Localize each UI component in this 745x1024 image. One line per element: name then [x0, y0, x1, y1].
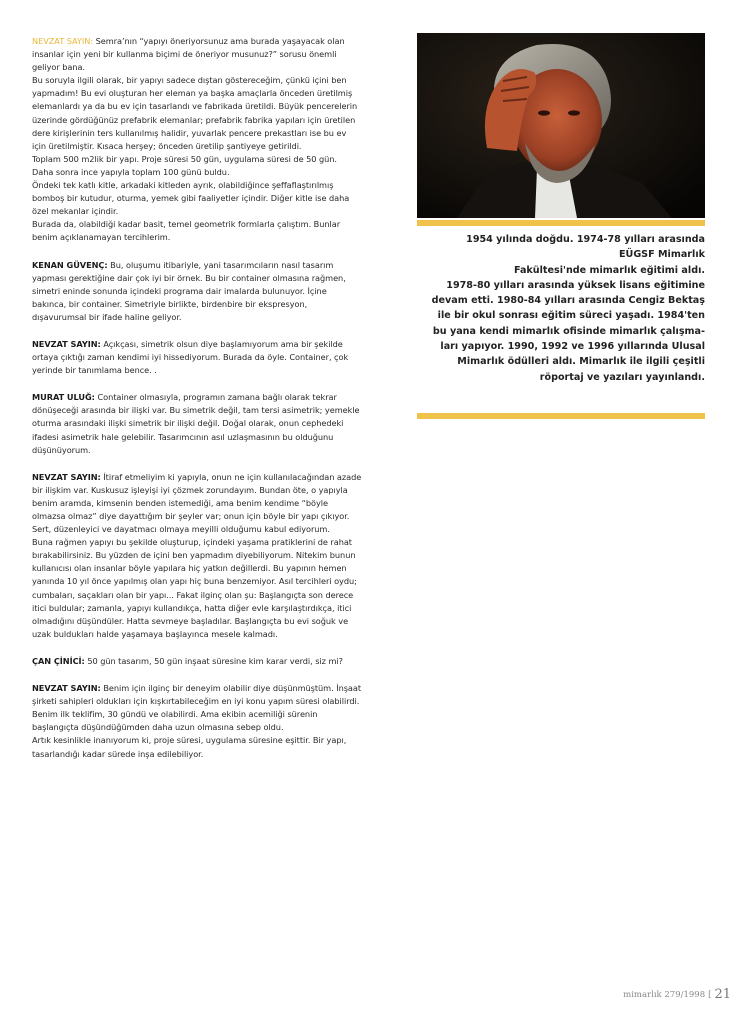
accent-bar-bottom — [417, 413, 705, 419]
bio-line: bu yana kendi mimarlık ofisinde mimarlık çalışma- — [432, 325, 705, 337]
bio-line: EÜGSF Mimarlık — [618, 249, 705, 261]
bio-line: ları yapıyor. 1990, 1992 ve 1996 yıllarında Ulusal — [440, 341, 705, 353]
bio-line: röportaj ve yazıları yayınlandı. — [539, 371, 705, 383]
speaker-name: NEVZAT SAYIN: — [32, 338, 101, 349]
interview-paragraph — [32, 471, 362, 536]
interview-paragraph — [32, 179, 362, 218]
bio-line: 1954 yılında doğdu. 1974-78 yılları arasında — [466, 234, 705, 245]
interview-paragraph — [32, 218, 362, 244]
speaker-name: MURAT ULUĞ: — [32, 392, 95, 403]
speaker-name: NEVZAT SAYIN: — [32, 683, 101, 694]
paragraph-text: Daha sonra ince yapıyla toplam 100 günü buldu. — [32, 166, 230, 177]
bio-line: 1978-80 yılları arasında yüksek lisans eğitimine — [446, 279, 705, 291]
paragraph-gap — [32, 324, 362, 338]
speaker-name: KENAN GÜVENÇ: — [32, 259, 108, 270]
speaker-name: NEVZAT SAYIN: — [32, 471, 101, 482]
page-footer — [623, 987, 731, 1002]
page-number-divider: [ — [708, 989, 712, 1000]
page-number: 21 — [714, 987, 731, 1002]
biography-caption — [417, 232, 705, 385]
paragraph-text: Artık kesinlikle inanıyorum ki, proje süresi, uygulama süresine eşittir. Bir yapı, tasarlandığı kadar sürede inşa edilebiliyor. — [32, 735, 347, 759]
paragraph-text: İtiraf etmeliyim ki yapıyla, onun ne için kullanılacağından azade bir ilişkim var. Kuskusuz işleyişi iyi çözmek zorundayım. Bundan öte, o yapıyla benim aramda, kimsenin benden istemediği, ama benim kendime “böyle olmazsa olmaz” diye dayattığım bir şeyler var; onun için böyle bir yapı çıkıyor. Sert, düzenleyici ve dayatmacı olmaya meyilli olduğumu kabul ediyorum. — [32, 471, 362, 535]
interview-paragraph — [32, 166, 362, 179]
paragraph-text: Semra’nın “yapıyı öneriyorsunuz ama burada yaşayacak olan insanlar için yeni bir kullanma biçimi de öneriyor musunuz?” sorusu önemli geliyor bana. — [32, 36, 345, 73]
bio-line: devam etti. 1980-84 yılları arasında Cengiz Bektaş — [431, 295, 705, 307]
accent-bar-top — [417, 220, 705, 226]
paragraph-text: Container olmasıyla, programın zamana bağlı olarak tekrar dönüşeceği arasında bir ilişki var. Bu simetrik değil, tam tersi asimetrik; yemekle oturma arasındaki ilişki simetrik bir ilişki değil. Doğal olarak, onun cephedeki ifadesi asimetrik hale gelebilir. Tasarımcının asıl uzlaşmasının bu olduğunu düşünüyorum. — [32, 392, 360, 455]
paragraph-text: Buna rağmen yapıyı bu şekilde oluşturup, içindeki yaşama pratiklerini de rahat bırakabilirsiniz. Bu yüzden de içini ben yapmadım diyebiliyorum. Nitekim bunun kullanıcısı olan insanlar böyle yapılara hiç yatkın değillerdi. Bu yapının hemen yanında 10 yıl önce yapılmış olan yapı hiç buna benzemiyor. Asıl tercihleri oydu; cumbaları, saçakları olan bir yapı... Fakat ilginç olan şu: Başlangıçta son derece itici buldular; zamanla, yapıyı kullandıkça, hatta diğer evle karşılaştırdıkça, itici olmadığını düşündüler. Hatta sevmeye başladılar. Başlangıçta bu evi soğuk ve uzak buldukları halde yaşamaya başlayınca mesele kalmadı. — [32, 537, 357, 639]
interview-paragraph — [32, 734, 362, 760]
interview-paragraph — [32, 536, 362, 641]
bio-line: Fakültesi'nde mimarlık eğitimi aldı. — [513, 264, 705, 276]
paragraph-text: Burada da, olabildiği kadar basit, temel geometrik formlarla çalıştım. Bunlar benim açıklanamayan tercihlerim. — [32, 219, 341, 243]
paragraph-gap — [32, 245, 362, 259]
bio-line: Mimarlık ödülleri aldı. Mimarlık ile ilgili çeşitli — [457, 356, 705, 368]
interview-text-column — [32, 35, 362, 761]
interview-paragraph — [32, 35, 362, 74]
interview-paragraph — [32, 153, 362, 166]
paragraph-text: 50 gün tasarım, 50 gün inşaat süresine kim karar verdi, siz mi? — [84, 655, 343, 666]
bio-line: ile bir okul sonrası eğitim süreci yaşadı. 1984'ten — [437, 310, 705, 322]
interview-paragraph — [32, 74, 362, 153]
paragraph-text: Toplam 500 m2lik bir yapı. Proje süresi 50 gün, uygulama süresi de 50 gün. — [32, 153, 337, 164]
journal-issue: mimarlık 279/1998 — [623, 989, 706, 1000]
speaker-name: ÇAN ÇİNİCİ: — [32, 655, 85, 666]
paragraph-gap — [32, 457, 362, 471]
paragraph-text: Benim için ilginç bir deneyim olabilir diye düşünmüştüm. İnşaat şirketi sahipleri oldukları için kışkırtabileceğim en iyi konu yapım süresi olabilirdi. Benim ilk teklifim, 30 gündü ve olabilirdi. Ama ekibin acemiliği sürenin başlangıçta düşündüğümden daha uzun olmasına sebep oldu. — [32, 683, 362, 733]
portrait-image — [417, 33, 705, 218]
paragraph-gap — [32, 377, 362, 391]
interview-paragraph — [32, 338, 362, 377]
paragraph-text: Açıkçası, simetrik olsun diye başlamıyorum ama bir şekilde ortaya çıktığı zaman kendimi iyi hissediyorum. Burada da öyle. Container, çok yerinde bir tanımlama bence. . — [32, 338, 349, 376]
paragraph-text: Bu, oluşumu itibariyle, yani tasarımcıların nasıl tasarım yapması gerektiğine dair çok iyi bir örnek. Bu bir container olmasına rağmen, simetri eninde sonunda içindeki programa dair imalarda bulunuyor. İçine bakınca, bir container. Simetriyle birlikte, birdenbire bir ekspresyon, dışavurumsal bir ifade haline geliyor. — [32, 259, 346, 322]
paragraph-text: Bu soruyla ilgili olarak, bir yapıyı sadece dıştan göstereceğim, çünkü içini ben yapmadım! Bu evi oluşturan her eleman ya başka amaçlarla önceden üretilmiş elemanlardı ya da bu ev için tasarlandı ve fabrikada üretildi. Büyük pencerelerin üzerinde gördüğünüz prefabrik elemanlar; prefabrik fabrika yapıları için üretilen dere kirişlerinin ters kullanılmış halidir, yuvarlak pencere prekastları ise bu ev için üretilmiştir. Kısaca herşey; önceden üretilip şantiyeye getirildi. — [32, 75, 358, 151]
interview-paragraph — [32, 682, 362, 734]
interview-paragraph — [32, 259, 362, 324]
interview-paragraph — [32, 391, 362, 456]
paragraph-gap — [32, 668, 362, 682]
interview-paragraph — [32, 655, 362, 668]
paragraph-text: Öndeki tek katlı kitle, arkadaki kitleden ayrık, olabildiğince şeffaflaştırılmış bomboş bir kutudur, oturma, yemek gibi faaliyetler içindir. Diğer kitle ise daha özel mekanlar içindir. — [32, 180, 350, 217]
paragraph-gap — [32, 641, 362, 655]
portrait-photo — [417, 33, 705, 218]
speaker-name: NEVZAT SAYIN: — [32, 36, 94, 46]
